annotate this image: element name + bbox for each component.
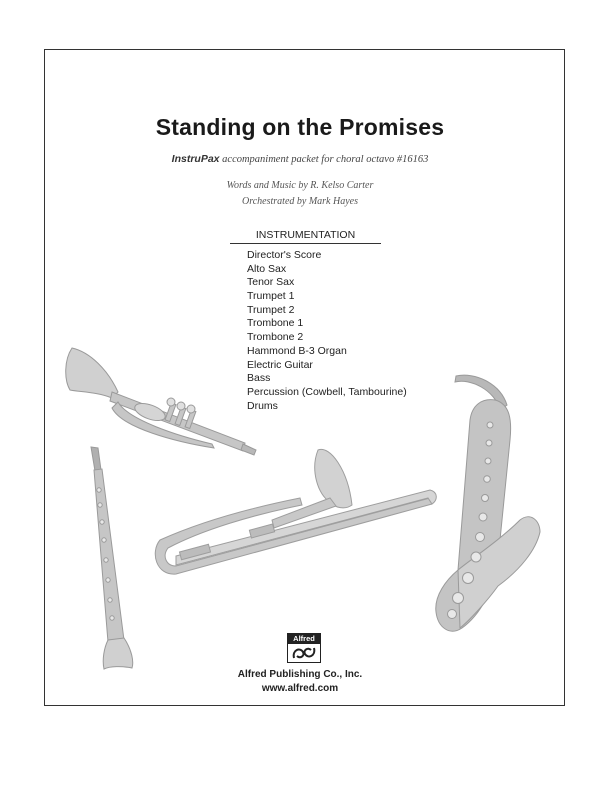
instrument-item: Director's Score (247, 249, 322, 261)
subtitle-brand: InstruPax (171, 153, 220, 165)
instrument-item: Tenor Sax (247, 276, 295, 289)
alfred-logo-text: Alfred (288, 634, 320, 644)
subtitle-text: accompaniment packet for choral octavo #16163 (219, 154, 429, 165)
instrument-item: Percussion (Cowbell, Tambourine) (247, 385, 407, 398)
clarinet-illustration (91, 447, 133, 669)
trumpet-illustration (66, 348, 256, 455)
credit-words-music: Words and Music by R. Kelso Carter (226, 180, 374, 191)
credit-orchestration: Orchestrated by Mark Hayes (242, 196, 358, 207)
page-title: Standing on the Promises (155, 114, 445, 140)
instrument-item: Drums (247, 399, 278, 412)
saxophone-illustration (436, 375, 540, 631)
instrument-item: Trumpet 2 (247, 303, 295, 316)
publisher-website: www.alfred.com (261, 683, 339, 694)
publisher-name: Alfred Publishing Co., Inc. (237, 669, 363, 680)
instrumentation-heading: INSTRUMENTATION (230, 229, 381, 244)
instrument-item: Hammond B-3 Organ (247, 344, 347, 357)
instrument-item: Alto Sax (247, 262, 287, 275)
instrument-item: Bass (247, 372, 271, 385)
alfred-mark-icon (288, 644, 320, 662)
instrument-item: Trumpet 1 (247, 290, 295, 303)
instrument-item: Trombone 2 (247, 331, 304, 344)
instrument-item: Trombone 1 (247, 317, 304, 330)
alfred-logo (287, 633, 321, 663)
trombone-illustration (155, 449, 436, 574)
instrument-item: Electric Guitar (247, 358, 313, 371)
